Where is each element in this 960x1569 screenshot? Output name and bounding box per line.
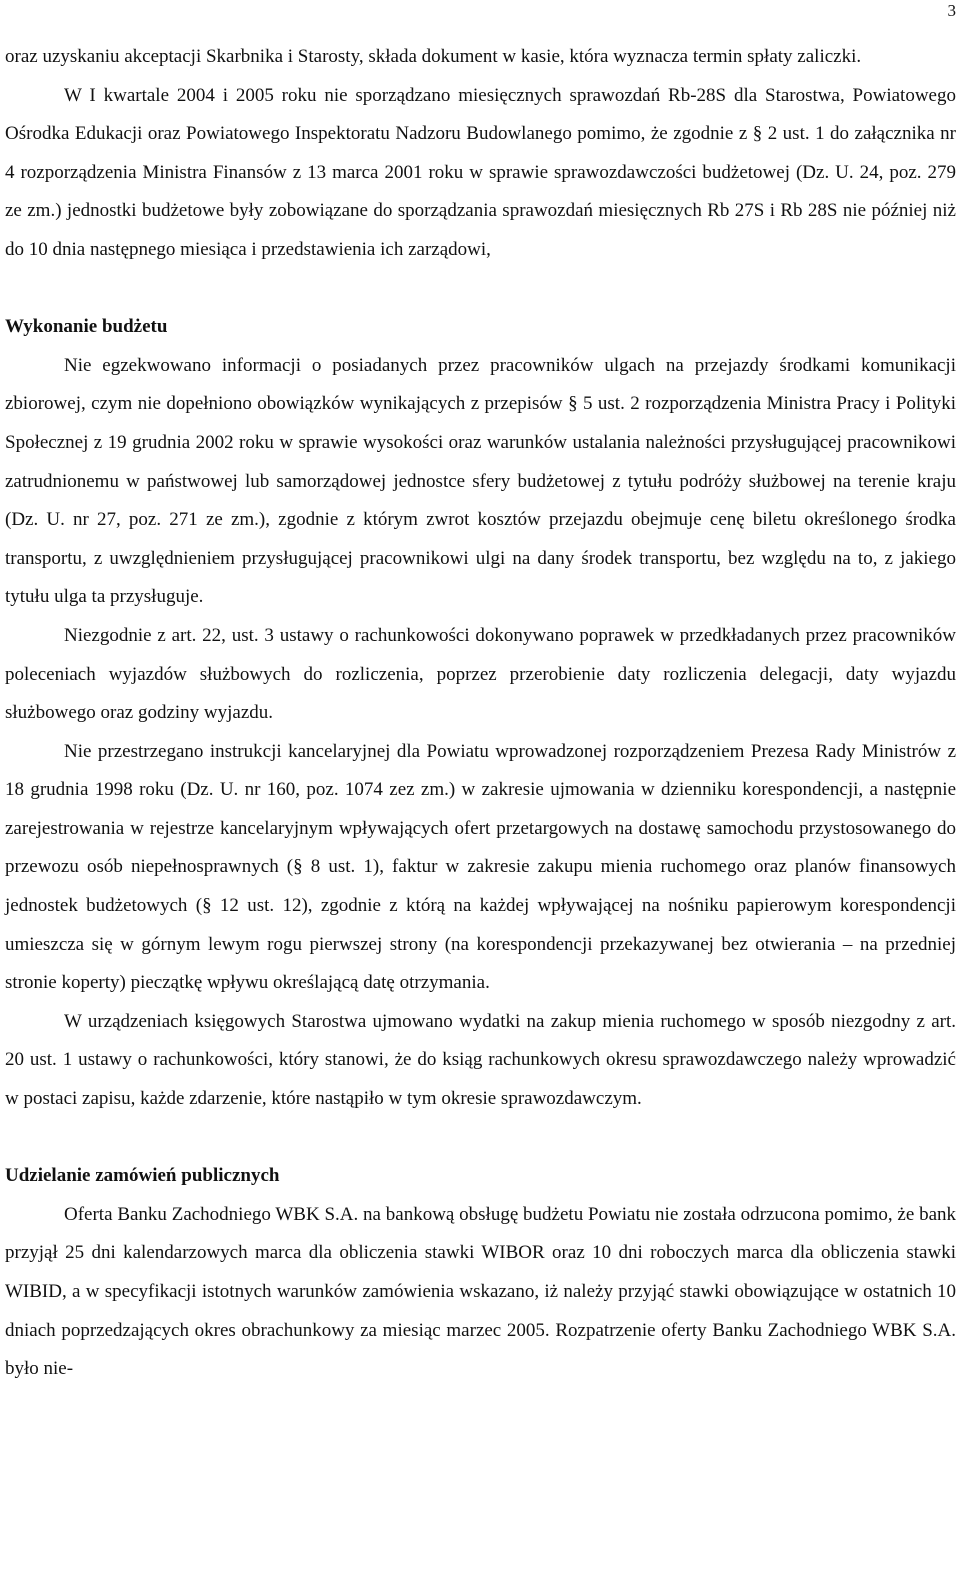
paragraph-office-instruction: Nie przestrzegano instrukcji kancelaryjnej dla Powiatu wprowadzonej rozporządzeniem Prezesa Rady Ministrów z 18 grudnia 1998 roku (Dz. U. nr 160, poz. 1074 zez zm.) w zakresie ujmowania w dzienniku korespondencji, a następnie zarejestrowania w rejestrze kancelaryjnym wpływających ofert przetargowych na dostawę samochodu przystosowanego do przewozu osób niepełnosprawnych (§ 8 ust. 1), faktur w zakresie zakupu mienia ruchomego oraz planów finansowych jednostek budżetowych (§ 12 ust. 12), zgodnie z którą na każdej wpływającej na nośniku papierowym korespondencji umieszcza się w górnym lewym rogu pierwszej strony (na korespondencji przekazywanej bez otwierania – na przedniej stronie koperty) pieczątkę wpływu określającą datę otrzymania. — [5, 740, 956, 994]
section-heading-public-procurement: Udzielanie zamówień publicznych — [5, 1165, 280, 1187]
section-gap — [5, 270, 956, 309]
paragraph-delegation-corrections: Niezgodnie z art. 22, ust. 3 ustawy o rachunkowości dokonywano poprawek w przedkładanych przez pracowników poleceniach wyjazdów służbowych do rozliczenia, poprzez przerobienie daty rozliczenia delegacji, daty wyjazdu służbowego oraz godziny wyjazdu. — [5, 624, 956, 724]
paragraph-travel-discounts: Nie egzekwowano informacji o posiadanych przez pracowników ulgach na przejazdy środkami komunikacji zbiorowej, czym nie dopełniono obowiązków wynikających z przepisów § 5 ust. 2 rozporządzenia Ministra Pracy i Polityki Społecznej z 19 grudnia 2002 roku w sprawie wysokości oraz warunków ustalania należności przysługującej pracownikowi zatrudnionemu w państwowej lub samorządowej jednostce sfery budżetowej z tytułu podróży służbowej na terenie kraju (Dz. U. nr 27, poz. 271 ze zm.), zgodnie z którym zwrot kosztów przejazdu obejmuje cenę biletu określonego środka transportu, z uwzględnieniem przysługującej pracownikowi ulgi na dany środek transportu, bez względu na to, z jakiego tytułu ulga ta przysługuje. — [5, 354, 956, 608]
paragraph-accounting-records: W urządzeniach księgowych Starostwa ujmowano wydatki na zakup mienia ruchomego w sposób niezgodny z art. 20 ust. 1 ustawy o rachunkowości, który stanowi, że do ksiąg rachunkowych okresu sprawozdawczego należy wprowadzić w postaci zapisu, każde zdarzenie, które nastąpiło w tym okresie sprawozdawczym. — [5, 1010, 956, 1110]
section-heading-budget-execution: Wykonanie budżetu — [5, 316, 168, 338]
paragraph-monthly-reports: W I kwartale 2004 i 2005 roku nie sporządzano miesięcznych sprawozdań Rb-28S dla Starostwa, Powiatowego Ośrodka Edukacji oraz Powiatowego Inspektoratu Nadzoru Budowlanego pomimo, że zgodnie z § 2 ust. 1 do załącznika nr 4 rozporządzenia Ministra Finansów z 13 marca 2001 roku w sprawie sprawozdawczości budżetowej (Dz. U. 24, poz. 279 ze zm.) jednostki budżetowe były zobowiązane do sporządzania sprawozdań miesięcznych Rb 27S i Rb 28S nie później niż do 10 dnia następnego miesiąca i przedstawienia ich zarządowi, — [5, 84, 956, 260]
section-gap — [5, 1119, 956, 1158]
page-number: 3 — [947, 1, 956, 20]
paragraph-advance-repayment: oraz uzyskaniu akceptacji Skarbnika i Starosty, składa dokument w kasie, która wyznacza termin spłaty zaliczki. — [5, 46, 862, 67]
paragraph-bank-offer: Oferta Banku Zachodniego WBK S.A. na bankową obsługę budżetu Powiatu nie została odrzucona pomimo, że bank przyjął 25 dni kalendarzowych marca dla obliczenia stawki WIBOR oraz 10 dni roboczych marca dla obliczenia stawki WIBID, a w specyfikacji istotnych warunków zamówienia wskazano, iż należy przyjąć stawki obowiązujące w ostatnich 10 dniach poprzedzających okres obrachunkowy za miesiąc marzec 2005. Rozpatrzenie oferty Banku Zachodniego WBK S.A. było nie- — [5, 1203, 956, 1380]
